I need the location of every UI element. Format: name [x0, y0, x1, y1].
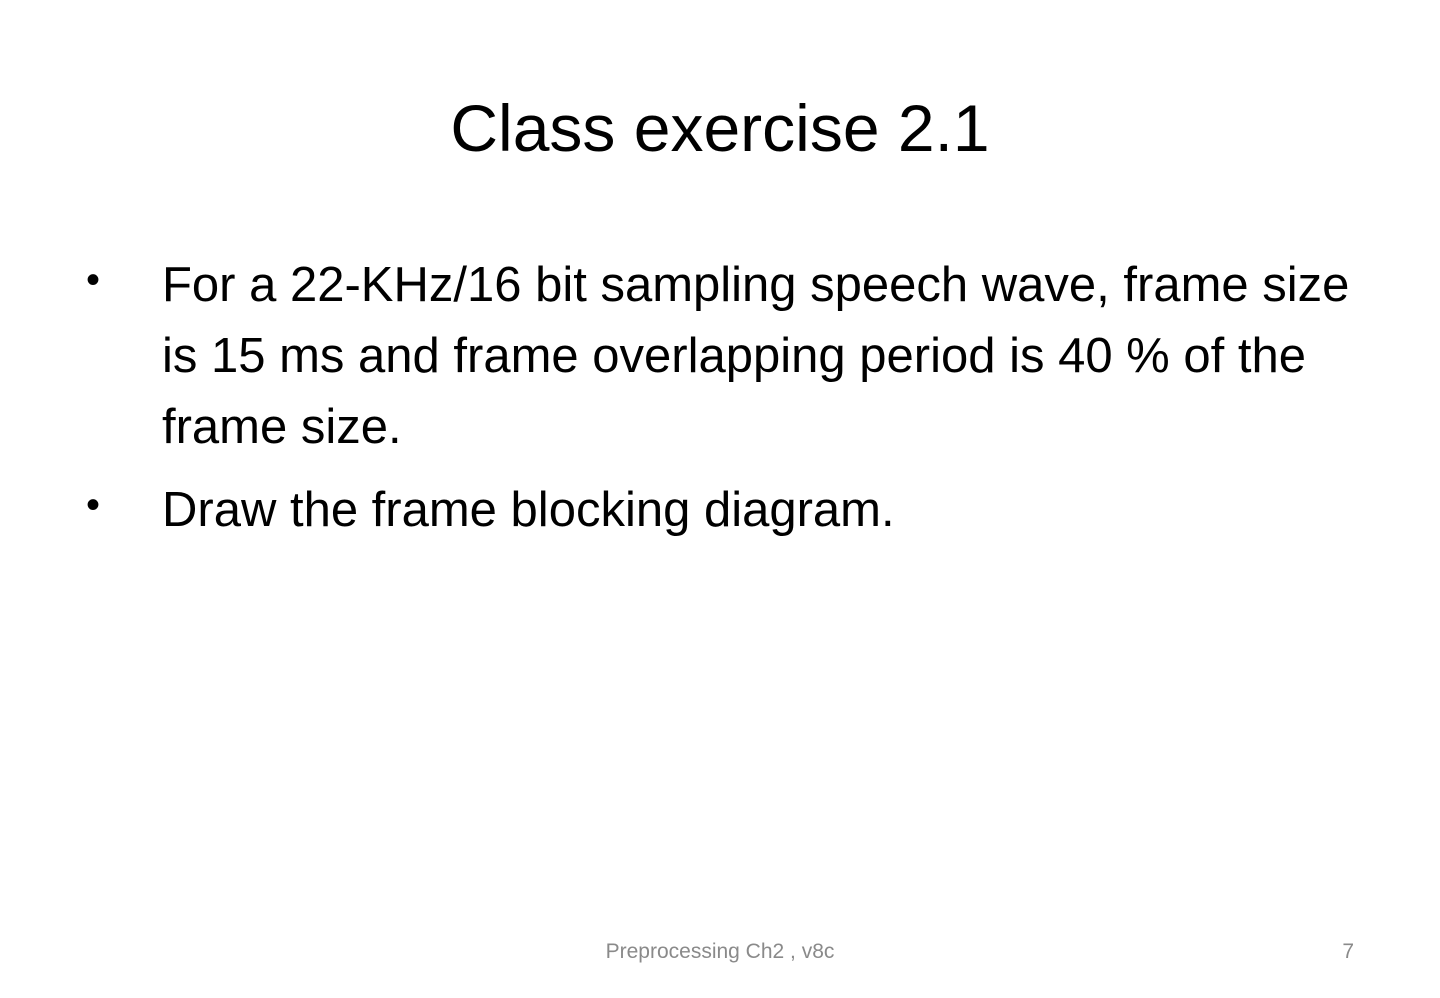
footer-caption: Preprocessing Ch2 , v8c	[605, 940, 835, 963]
bullet-icon: •	[86, 483, 101, 527]
page-number: 7	[1342, 940, 1354, 963]
bullet-text: For a 22-KHz/16 bit sampling speech wave, frame size is 15 ms and frame overlapping period is 40 % of the frame size.	[162, 258, 1350, 454]
bullet-text: Draw the frame blocking diagram.	[162, 483, 895, 537]
bullet-list	[80, 250, 1370, 558]
bullet-item	[80, 250, 1370, 463]
slide-title: Class exercise 2.1	[450, 91, 990, 165]
bullet-icon: •	[86, 258, 101, 302]
bullet-item	[80, 475, 1370, 546]
